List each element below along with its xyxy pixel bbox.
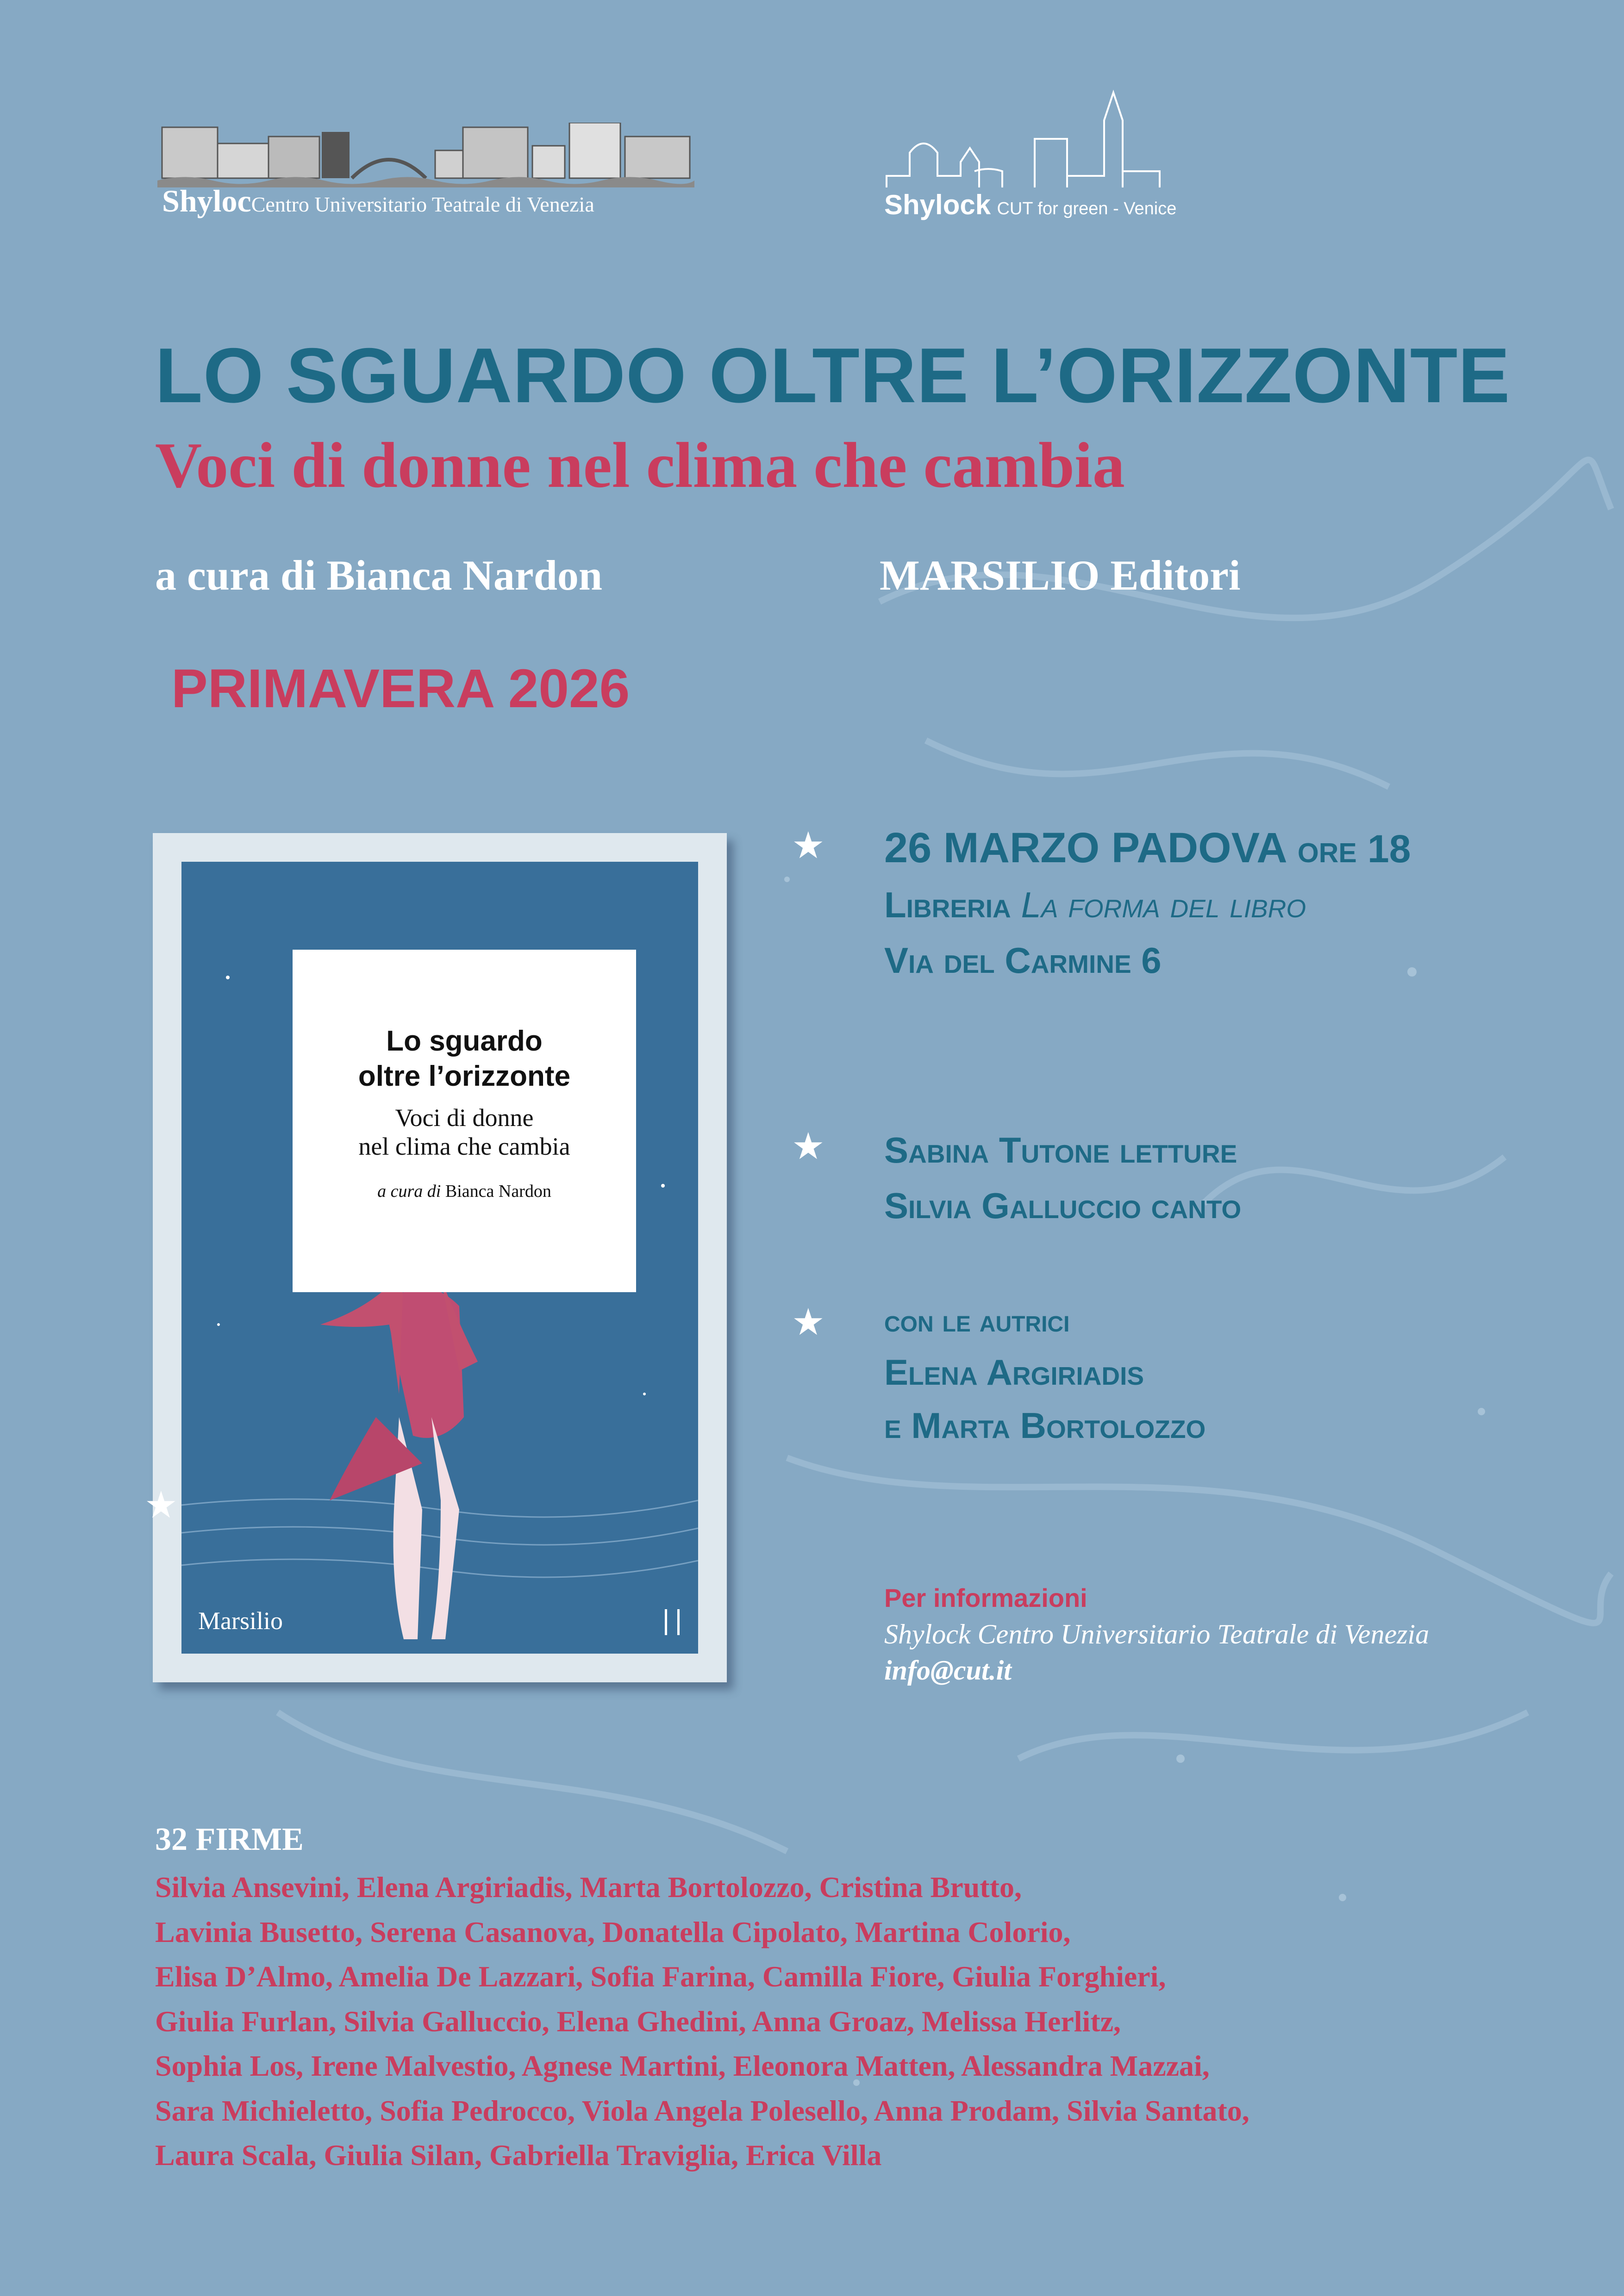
performer-1 xyxy=(884,1129,1237,1171)
star-icon: ★ xyxy=(792,1125,825,1168)
event-date-place: 26 MARZO PADOVA xyxy=(884,824,1286,871)
signatures-line: Laura Scala, Giulia Silan, Gabriella Traviglia, Erica Villa xyxy=(155,2139,882,2172)
authors-line2: e Marta Bortolozzo xyxy=(884,1405,1206,1446)
event-venue-name: La forma del libro xyxy=(1021,884,1306,925)
page-subtitle: Voci di donne nel clima che cambia xyxy=(155,429,1125,501)
curator: a cura di Bianca Nardon xyxy=(155,552,603,599)
cover-brand: Marsilio xyxy=(198,1607,283,1635)
publisher: MARSILIO Editori xyxy=(880,552,1241,599)
authors-line1: Elena Argiriadis xyxy=(884,1352,1144,1393)
cover-subtitle-line1: Voci di donne xyxy=(395,1104,534,1132)
performer-2-name: Silvia Galluccio xyxy=(884,1185,1141,1226)
venice-outline-icon xyxy=(882,83,1183,190)
cover-curator-name: Bianca Nardon xyxy=(445,1182,551,1201)
cover-title-box xyxy=(293,950,636,1292)
performer-1-name: Sabina Tutone xyxy=(884,1130,1110,1170)
star-icon: ★ xyxy=(144,1483,178,1526)
cover-title-line1: Lo sguardo xyxy=(386,1025,543,1057)
cover-title-line2: oltre l’orizzonte xyxy=(358,1060,571,1092)
signatures-line: Elisa D’Almo, Amelia De Lazzari, Sofia Farina, Camilla Fiore, Giulia Forghieri, xyxy=(155,1960,1166,1993)
event-date xyxy=(884,824,1411,872)
shylock-logo-left xyxy=(157,123,694,224)
logo-right-caption: CUT for green - Venice xyxy=(997,199,1177,218)
shylock-logo-right xyxy=(882,83,1183,222)
logo-right-brand: Shylock xyxy=(884,189,991,220)
signatures-line: Sara Michieletto, Sofia Pedrocco, Viola Angela Polesello, Anna Prodam, Silvia Santato, xyxy=(155,2094,1249,2127)
cover-illustration xyxy=(181,862,698,1654)
signatures-line: Sophia Los, Irene Malvestio, Agnese Martini, Eleonora Matten, Alessandra Mazzai, xyxy=(155,2049,1210,2082)
info-org: Shylock Centro Universitario Teatrale di Venezia xyxy=(884,1619,1430,1649)
page-title: LO SGUARDO OLTRE L’ORIZZONTE xyxy=(155,332,1511,419)
cover-curator xyxy=(293,1181,636,1201)
event-venue-prefix: Libreria xyxy=(884,884,1011,925)
signatures-heading: 32 FIRME xyxy=(155,1822,304,1857)
cover-curator-prefix: a cura di xyxy=(377,1182,441,1201)
authors-intro: con le autrici xyxy=(884,1303,1070,1338)
performer-2-role: canto xyxy=(1151,1185,1242,1226)
performer-2 xyxy=(884,1185,1241,1227)
season: PRIMAVERA 2026 xyxy=(171,658,630,719)
signatures-line: Lavinia Busetto, Serena Casanova, Donatella Cipolato, Martina Colorio, xyxy=(155,1915,1071,1948)
star-icon: ★ xyxy=(792,824,825,867)
publisher-mark-icon xyxy=(665,1609,680,1635)
event-venue xyxy=(884,884,1306,926)
logo-left-brand: Shyloc xyxy=(162,183,251,218)
event-time: ore 18 xyxy=(1297,827,1411,871)
logo-left-caption: Centro Universitario Teatrale di Venezia xyxy=(251,193,594,216)
info-email: info@cut.it xyxy=(884,1655,1012,1686)
signatures-list xyxy=(155,1865,1590,2178)
signatures-line: Giulia Furlan, Silvia Galluccio, Elena Ghedini, Anna Groaz, Melissa Herlitz, xyxy=(155,2004,1121,2038)
star-icon: ★ xyxy=(792,1300,825,1344)
signatures-line: Silvia Ansevini, Elena Argiriadis, Marta Bortolozzo, Cristina Brutto, xyxy=(155,1871,1022,1904)
performer-1-role: letture xyxy=(1119,1130,1237,1170)
cover-subtitle-line2: nel clima che cambia xyxy=(358,1132,570,1160)
info-heading: Per informazioni xyxy=(884,1583,1087,1612)
event-address: Via del Carmine 6 xyxy=(884,940,1162,981)
venice-skyline-icon xyxy=(157,123,694,187)
book-cover xyxy=(153,833,727,1682)
